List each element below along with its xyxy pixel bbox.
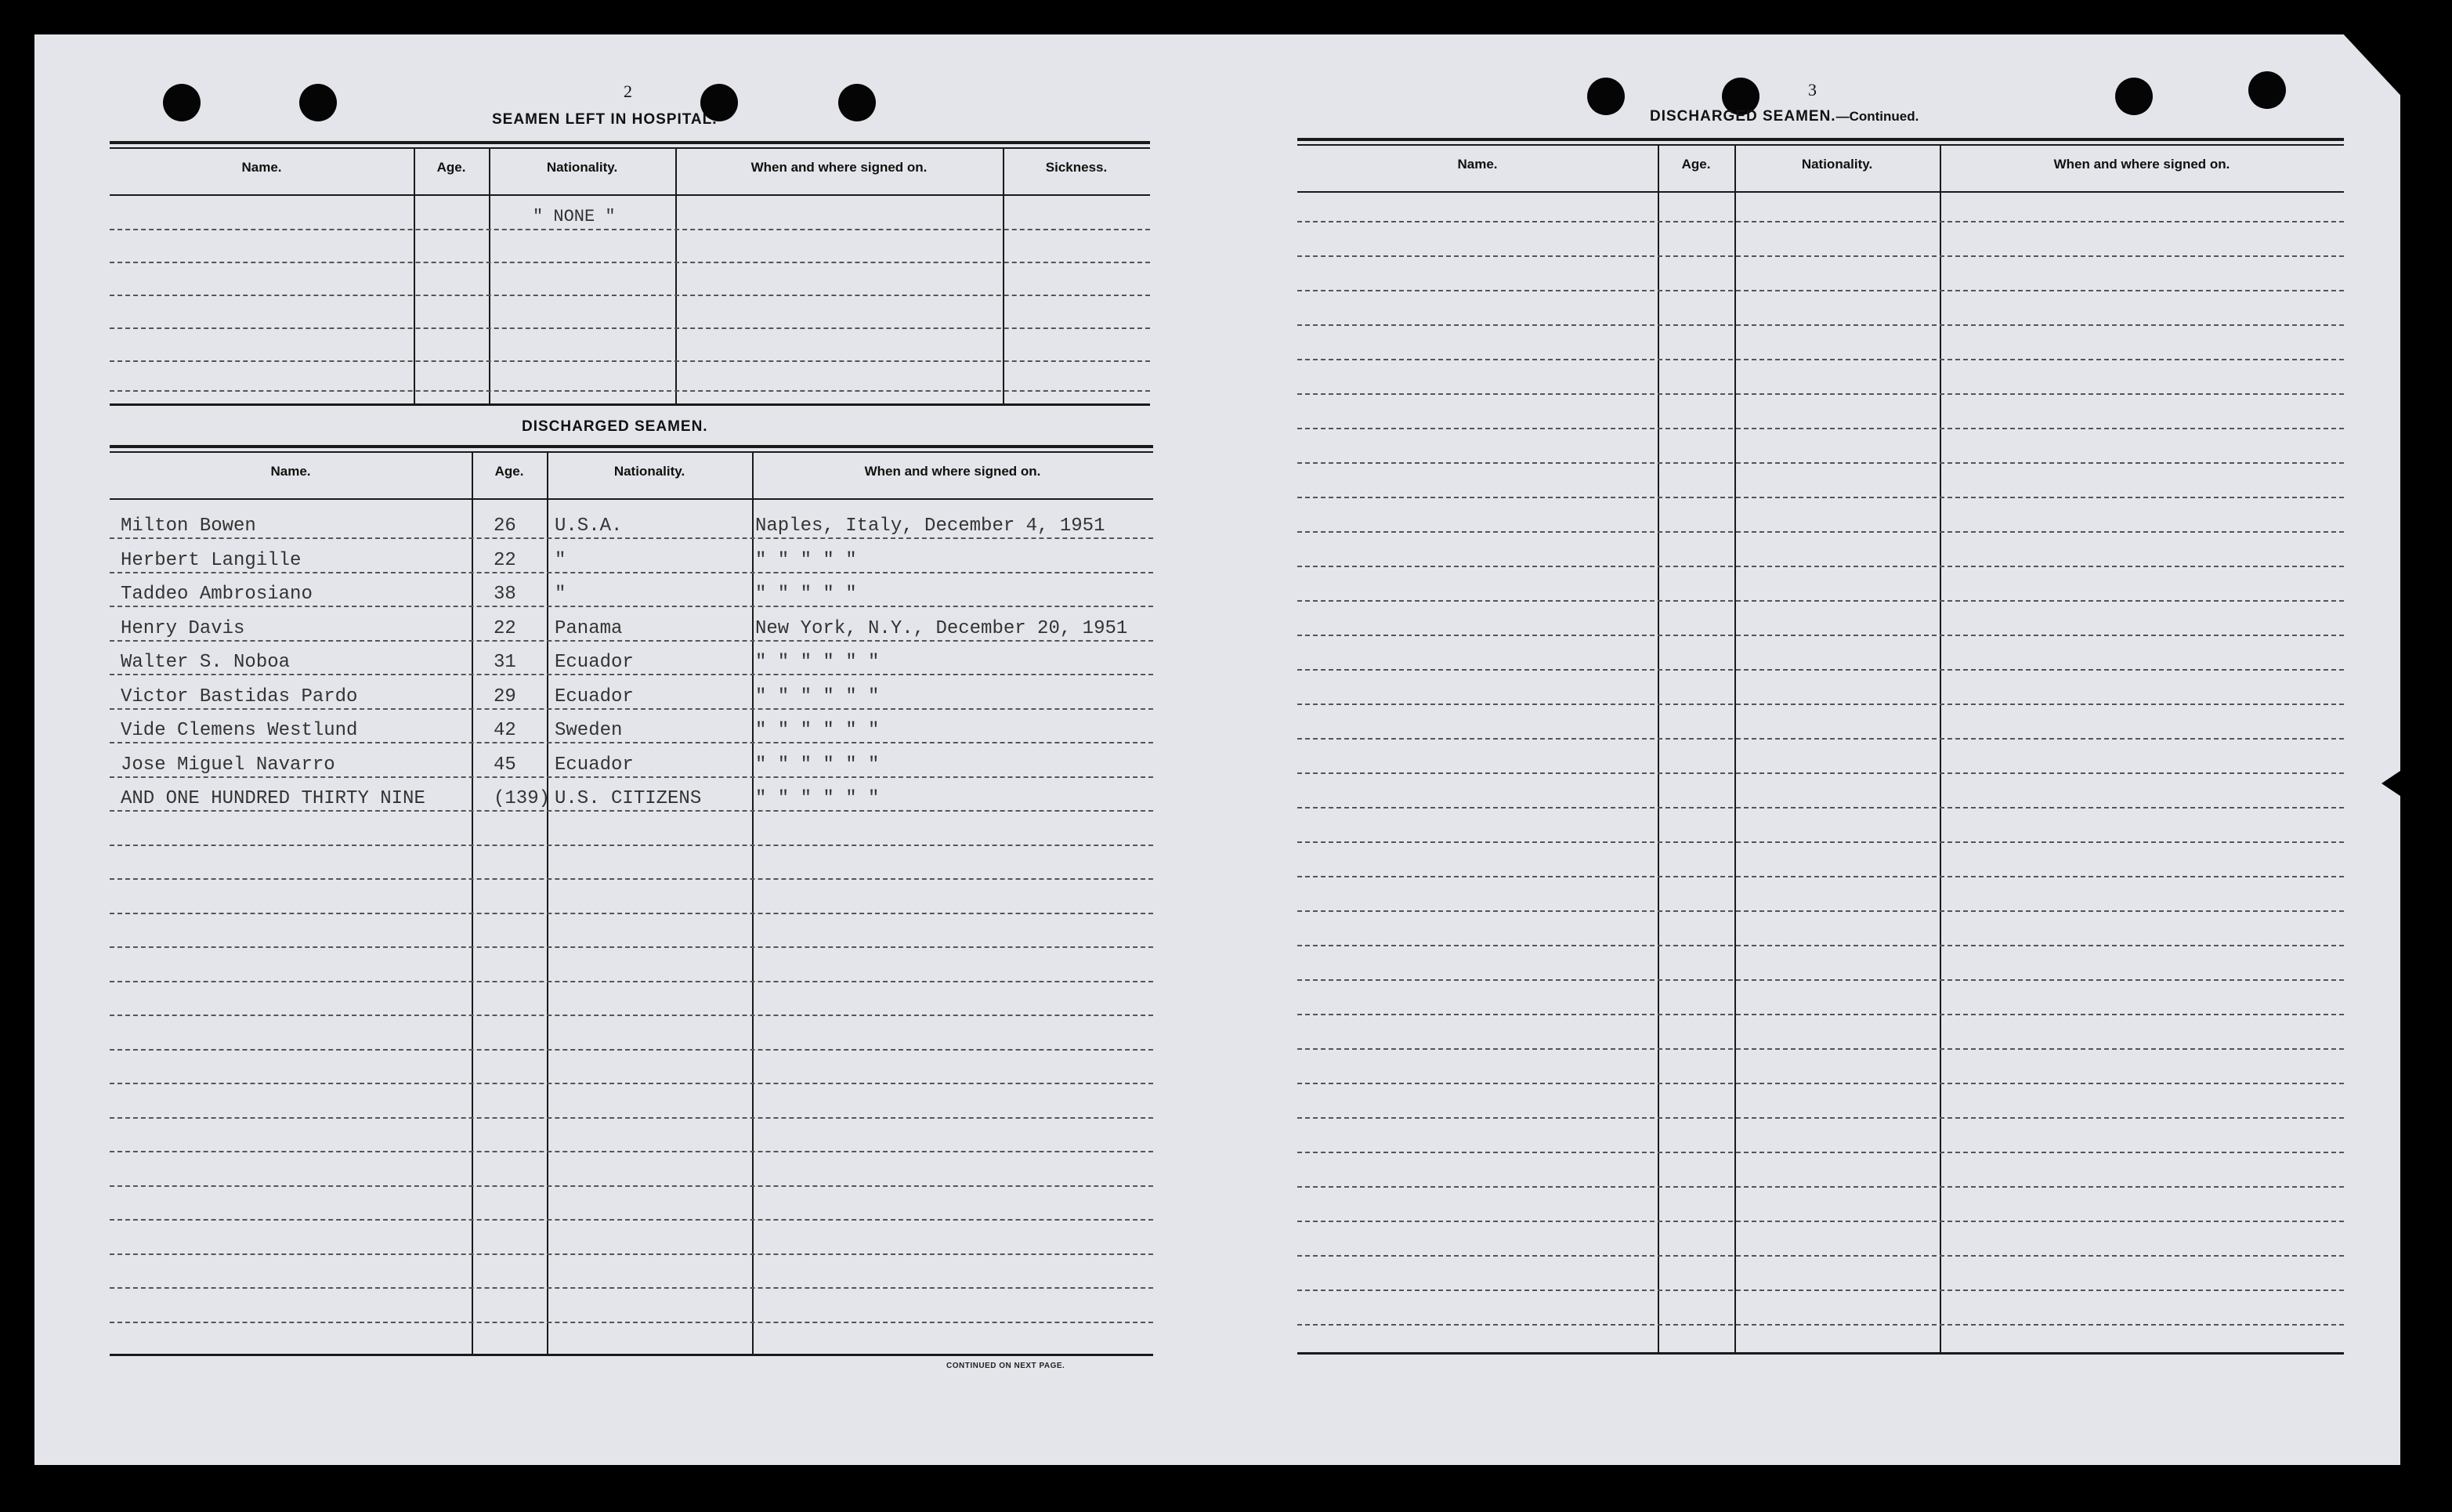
seaman-name: Taddeo Ambrosiano — [121, 584, 313, 605]
ruled-line — [1297, 1186, 2344, 1188]
ruled-line — [1297, 1324, 2344, 1326]
seaman-name: AND ONE HUNDRED THIRTY NINE — [121, 788, 425, 809]
ruled-line — [110, 1287, 1153, 1289]
seaman-name: Milton Bowen — [121, 515, 256, 537]
punch-hole — [2115, 78, 2153, 115]
ruled-line — [110, 606, 1153, 607]
ruled-line — [110, 810, 1153, 812]
hospital-section-title: SEAMEN LEFT IN HOSPITAL. — [492, 111, 718, 128]
ruled-line — [110, 572, 1153, 573]
ruled-line — [1297, 462, 2344, 464]
ruled-line — [1297, 359, 2344, 360]
page-number-left: 2 — [624, 81, 632, 101]
ruled-line — [1297, 1221, 2344, 1222]
seaman-nationality: Sweden — [555, 720, 623, 741]
ruled-line — [110, 1185, 1153, 1187]
col-header-sickness: Sickness. — [1045, 160, 1108, 175]
continued-note: CONTINUED ON NEXT PAGE. — [946, 1362, 1065, 1370]
seaman-age: 45 — [494, 754, 516, 776]
ruled-line — [1297, 428, 2344, 429]
col-header-nationality: Nationality. — [1801, 157, 1873, 172]
seaman-signed-on: " " " " " " — [755, 754, 880, 776]
ruled-line — [1297, 221, 2344, 222]
punch-hole — [163, 84, 201, 121]
punch-hole — [838, 84, 876, 121]
ruled-line — [1297, 531, 2344, 533]
col-header-nationality: Nationality. — [546, 160, 618, 175]
ruled-line — [1297, 772, 2344, 774]
page-number-right: 3 — [1808, 80, 1817, 99]
seaman-nationality: Ecuador — [555, 685, 634, 707]
continued-section-title — [1650, 108, 1919, 125]
ruled-line — [110, 1083, 1153, 1084]
ruled-line — [110, 776, 1153, 778]
col-header-age: Age. — [436, 160, 466, 175]
seaman-name: Walter S. Noboa — [121, 652, 291, 673]
ruled-line — [1297, 566, 2344, 567]
seaman-age: (139) — [494, 788, 551, 809]
seaman-age: 29 — [494, 685, 516, 707]
ruled-line — [110, 981, 1153, 982]
col-header-signed-on: When and where signed on. — [2053, 157, 2230, 172]
continued-title-text: DISCHARGED SEAMEN. — [1650, 108, 1836, 125]
seaman-name: Jose Miguel Navarro — [121, 754, 335, 776]
col-header-name: Name. — [270, 464, 311, 479]
seaman-name: Victor Bastidas Pardo — [121, 685, 358, 707]
seaman-signed-on: New York, N.Y., December 20, 1951 — [755, 617, 1128, 639]
ruled-line — [110, 878, 1153, 880]
seaman-nationality: Panama — [555, 617, 623, 639]
ruled-line — [1297, 1117, 2344, 1119]
seaman-age: 22 — [494, 549, 516, 571]
seaman-age: 26 — [494, 515, 516, 537]
seaman-age: 42 — [494, 720, 516, 741]
col-header-name: Name. — [1457, 157, 1498, 172]
ruled-line — [1297, 393, 2344, 395]
seaman-signed-on: " " " " " — [755, 549, 857, 571]
ruled-line — [110, 1322, 1153, 1323]
ruled-line — [1297, 255, 2344, 257]
discharged-section-title: DISCHARGED SEAMEN. — [522, 418, 708, 435]
ruled-line — [110, 1151, 1153, 1152]
ruled-line — [1297, 876, 2344, 877]
seaman-nationality: " — [555, 584, 566, 605]
seaman-nationality: U.S. CITIZENS — [555, 788, 702, 809]
ruled-line — [1297, 1048, 2344, 1050]
ruled-line — [110, 1117, 1153, 1119]
ruled-line — [110, 537, 1153, 539]
ruled-line — [1297, 1152, 2344, 1153]
discharged-table — [110, 445, 1153, 1363]
ruled-line — [1297, 807, 2344, 808]
seaman-age: 38 — [494, 584, 516, 605]
ruled-line — [1297, 497, 2344, 498]
ruled-line — [110, 1049, 1153, 1051]
ruled-line — [1297, 669, 2344, 671]
seaman-name: Herbert Langille — [121, 549, 302, 571]
seaman-signed-on: " " " " " " — [755, 685, 880, 707]
ruled-line — [110, 913, 1153, 914]
ruled-line — [1297, 1290, 2344, 1291]
seaman-signed-on: Naples, Italy, December 4, 1951 — [755, 515, 1105, 537]
seaman-nationality: U.S.A. — [555, 515, 623, 537]
col-header-signed-on: When and where signed on. — [864, 464, 1041, 479]
punch-hole — [2248, 71, 2286, 109]
seaman-name: Vide Clemens Westlund — [121, 720, 358, 741]
col-header-nationality: Nationality. — [613, 464, 685, 479]
col-header-name: Name. — [241, 160, 282, 175]
ruled-line — [1297, 841, 2344, 843]
ruled-line — [1297, 1083, 2344, 1084]
ruled-line — [1297, 290, 2344, 291]
seaman-signed-on: " " " " " " — [755, 720, 880, 741]
ruled-line — [110, 742, 1153, 743]
ruled-line — [1297, 704, 2344, 705]
ruled-line — [110, 845, 1153, 846]
col-header-signed-on: When and where signed on. — [750, 160, 928, 175]
continued-title-suffix: —Continued. — [1835, 109, 1919, 124]
ruled-line — [110, 674, 1153, 675]
ruled-line — [1297, 600, 2344, 602]
hospital-table — [110, 141, 1150, 411]
ruled-line — [1297, 324, 2344, 326]
ruled-line — [1297, 635, 2344, 636]
seaman-signed-on: " " " " " " — [755, 788, 880, 809]
discharged-continued-table — [1297, 138, 2344, 1362]
ruled-line — [110, 946, 1153, 948]
col-header-age: Age. — [494, 464, 524, 479]
punch-hole — [1587, 78, 1625, 115]
ruled-line — [110, 708, 1153, 710]
ruled-line — [110, 1219, 1153, 1221]
punch-hole — [299, 84, 337, 121]
ruled-line — [110, 1253, 1153, 1255]
ruled-line — [110, 1015, 1153, 1016]
ruled-line — [1297, 1255, 2344, 1257]
seaman-signed-on: " " " " " — [755, 584, 857, 605]
seaman-name: Henry Davis — [121, 617, 245, 639]
seaman-age: 31 — [494, 652, 516, 673]
seaman-nationality: Ecuador — [555, 754, 634, 776]
seaman-nationality: " — [555, 549, 566, 571]
seaman-signed-on: " " " " " " — [755, 652, 880, 673]
ruled-line — [110, 640, 1153, 642]
ruled-line — [1297, 910, 2344, 912]
hospital-none-entry: " NONE " — [533, 207, 616, 226]
seaman-nationality: Ecuador — [555, 652, 634, 673]
seaman-age: 22 — [494, 617, 516, 639]
ruled-line — [1297, 1014, 2344, 1015]
ruled-line — [1297, 738, 2344, 740]
ruled-line — [1297, 979, 2344, 981]
ruled-line — [1297, 945, 2344, 946]
col-header-age: Age. — [1681, 157, 1711, 172]
